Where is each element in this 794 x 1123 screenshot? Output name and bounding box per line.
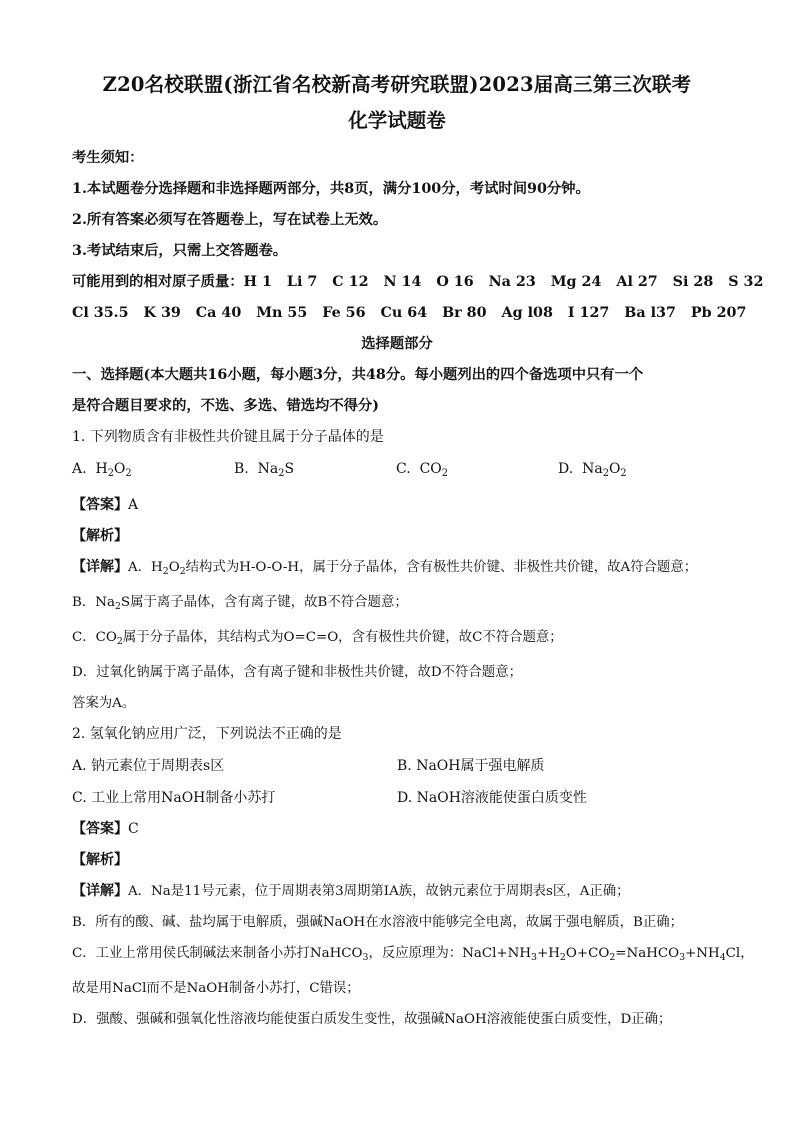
q1-detail-b: B．$Na_2S$属于离子晶体，含有离子键，故B不符合题意；: [72, 595, 408, 612]
q2-detail-d: D．强酸、强碱和强氧化性溶液均能使蛋白质发生变性，故强碱NaOH溶液能使蛋白质变性，D正确；: [72, 1012, 672, 1027]
q2-analysis-label: 【解析】: [72, 852, 128, 868]
notice-heading: 考生须知：: [72, 150, 144, 166]
q2-option-a: A. 钠元素位于周期表s区: [72, 758, 225, 774]
exam-page: [72, 66, 764, 1035]
q2-options-row-1: [72, 750, 722, 782]
q2-detail-c: C．工业上常用侯氏制碱法来制备小苏打NaHCO$_3$，反应原理为：$NaCl+NH_3+H_2O+CO_2=NaHCO_3+NH_4Cl$，: [72, 946, 754, 963]
q1-option-b: B. $Na_2S$: [234, 461, 295, 479]
notice-item-3: 3.考试结束后，只需上交答题卷。: [72, 243, 288, 259]
section-title: 选择题部分: [361, 336, 433, 352]
section-instructions-2: 是符合题目要求的，不选、多选、错选均不得分): [72, 398, 379, 414]
exam-subject-title: 化学试题卷: [348, 109, 446, 132]
q1-detail-c: C．$CO_2$属于分子晶体，其结构式为O=C=O，含有极性共价键，故C不符合题意；: [72, 630, 563, 647]
q2-option-c: C. 工业上常用NaOH制备小苏打: [72, 790, 276, 806]
q2-options-row-2: [72, 782, 722, 814]
exam-title: Z20名校联盟(浙江省名校新高考研究联盟)2023届高三第三次联考: [102, 73, 692, 96]
q2-answer: 【答案】C: [72, 821, 139, 837]
q1-detail-d: D．过氧化钠属于离子晶体，含有离子键和非极性共价键，故D不符合题意；: [72, 665, 522, 680]
q1-option-a: A. $H_2O_2$: [72, 461, 132, 479]
q2-option-b: B. NaOH属于强电解质: [397, 758, 545, 774]
q1-answer: 【答案】A: [72, 497, 139, 513]
atomic-mass-line-1: 可能用到的相对原子质量：H 1 Li 7 C 12 N 14 O 16 Na 23 Mg 24 Al 27 Si 28 S 32: [72, 274, 764, 290]
q2-stem: 2. 氢氧化钠应用广泛，下列说法不正确的是: [72, 726, 342, 742]
q1-options: [72, 453, 722, 490]
q1-conclusion: 答案为A。: [72, 696, 136, 711]
q2-detail-a: 【详解】A．Na是11号元素，位于周期表第3周期第IA族，故钠元素位于周期表s区，A正确；: [72, 883, 630, 899]
q1-option-c: C. $CO_2$: [396, 461, 449, 479]
q1-detail-a: 【详解】A．$H_2O_2$结构式为H-O-O-H，属于分子晶体，含有极性共价键、非极性共价键，故A符合题意；: [72, 559, 698, 577]
q1-stem: 1. 下列物质含有非极性共价键且属于分子晶体的是: [72, 429, 384, 445]
q1-option-d: D. $Na_2O_2$: [558, 461, 627, 479]
q2-option-d: D. NaOH溶液能使蛋白质变性: [397, 790, 587, 806]
q2-detail-b: B．所有的酸、碱、盐均属于电解质，强碱NaOH在水溶液中能够完全电离，故属于强电解质，B正确；: [72, 915, 684, 930]
notice-item-1: 1.本试题卷分选择题和非选择题两部分，共8页，满分100分，考试时间90分钟。: [72, 181, 590, 197]
section-instructions-1: 一、选择题(本大题共16小题，每小题3分，共48分。每小题列出的四个备选项中只有一个: [72, 367, 644, 383]
q2-detail-c-continued: 故是用NaCl而不是NaOH制备小苏打，C错误；: [72, 981, 360, 996]
q1-analysis-label: 【解析】: [72, 528, 128, 544]
atomic-mass-line-2: Cl 35.5 K 39 Ca 40 Mn 55 Fe 56 Cu 64 Br 80 Ag l08 I 127 Ba l37 Pb 207: [72, 305, 747, 321]
notice-item-2: 2.所有答案必须写在答题卷上，写在试卷上无效。: [72, 212, 388, 228]
